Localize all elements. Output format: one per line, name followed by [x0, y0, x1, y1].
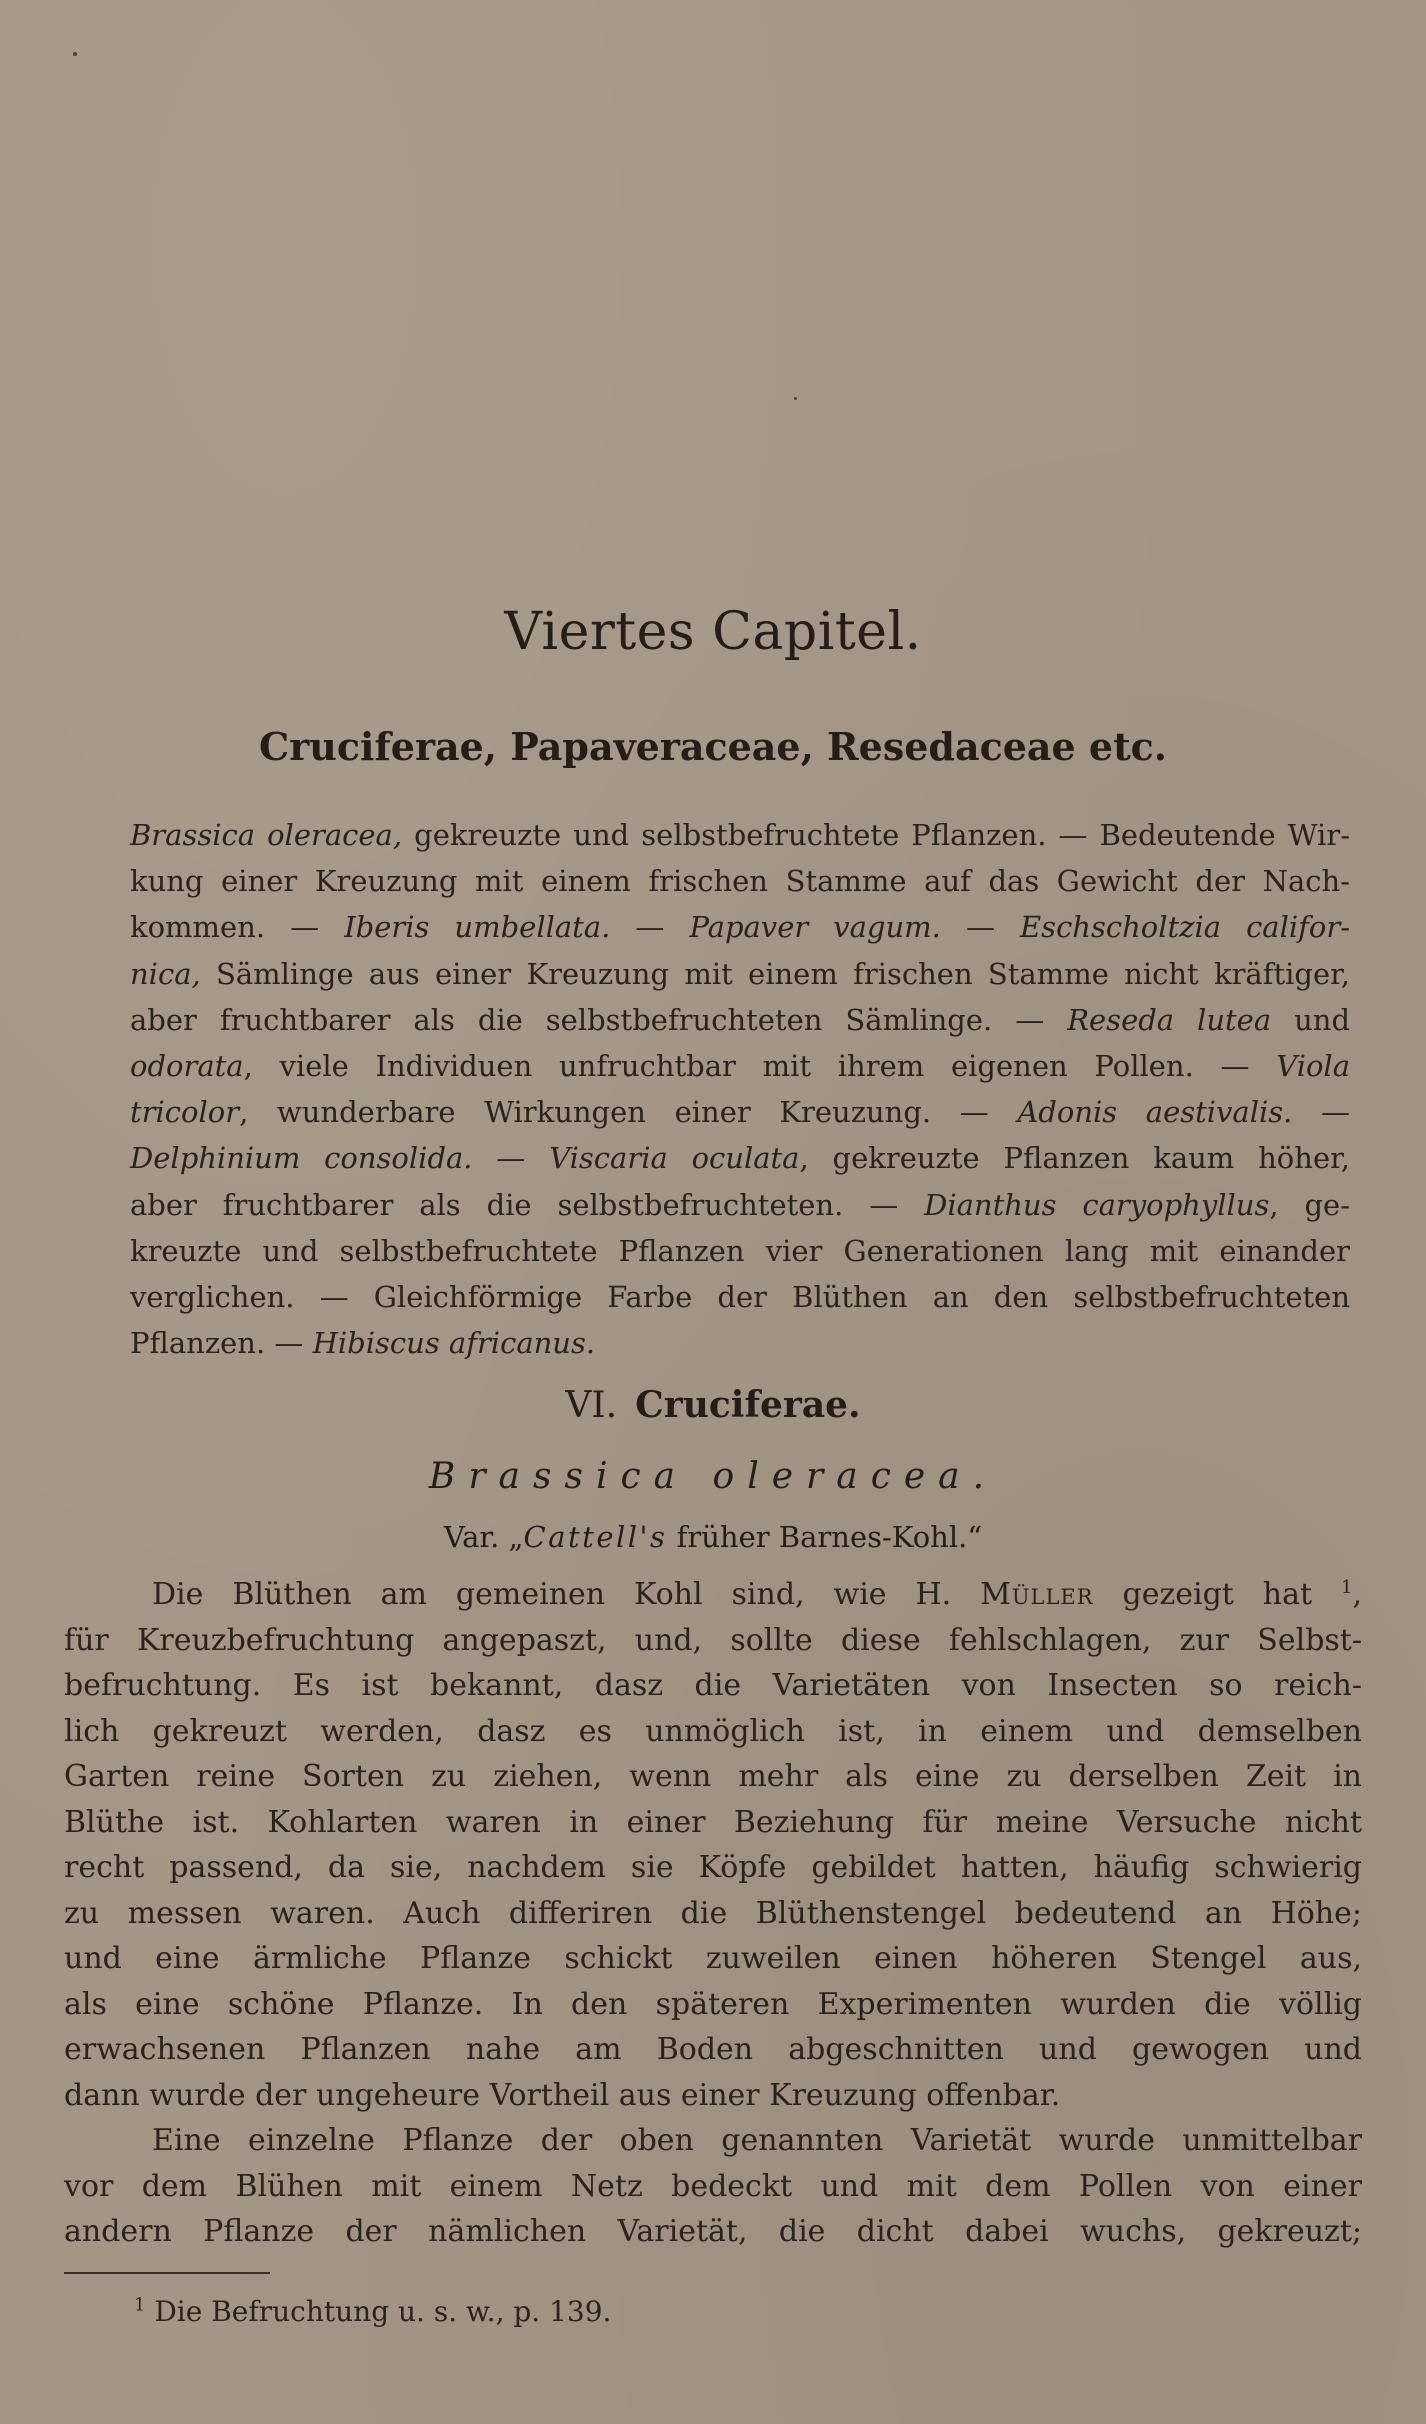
paragraph-line: als eine schöne Pflanze. In den späteren Experimenten wurden die völlig	[64, 1986, 1362, 2022]
text-run: kung einer Kreuzung mit einem frischen Stamme auf das Gewicht der Nach-	[130, 864, 1350, 899]
summary-line	[130, 904, 1350, 950]
summary-line	[130, 997, 1350, 1043]
body-text	[64, 1572, 1362, 2255]
summary-line	[130, 1182, 1350, 1228]
paragraph-line: andern Pflanze der nämlichen Varietät, die dicht dabei wuchs, gekreuzt;	[64, 2214, 1362, 2249]
author-name: Müller	[980, 1577, 1094, 1612]
paragraph-line: dann wurde der ungeheure Vortheil aus einer Kreuzung offenbar.	[64, 2077, 1061, 2113]
text-run: , wunderbare Wirkungen einer Kreuzung. —	[239, 1095, 1018, 1130]
text-run: kreuzte und selbstbefruchtete Pflanzen vier Generationen lang mit einander	[130, 1233, 1350, 1268]
species-name: Eschscholtzia califor-	[1020, 910, 1351, 945]
text-run: ,	[1352, 1577, 1362, 1612]
species-name: Adonis aestivalis.	[1017, 1095, 1293, 1130]
chapter-title: Viertes Capitel.	[504, 602, 922, 662]
summary-line	[130, 1274, 1350, 1320]
text-run: gezeigt hat	[1093, 1577, 1313, 1612]
subsection-title: Cruciferae.	[635, 1384, 861, 1426]
summary-line	[130, 1043, 1350, 1089]
footnote-ref[interactable]: 1	[1341, 1577, 1353, 1598]
text-run: —	[940, 910, 1021, 945]
paragraph-line: befruchtung. Es ist bekannt, dasz die Varietäten von Insecten so reich-	[64, 1668, 1362, 1703]
text-run: , ge-	[1269, 1187, 1350, 1222]
paragraph-line: recht passend, da sie, nachdem sie Köpfe gebildet hatten, häufig schwierig	[64, 1850, 1362, 1885]
text-run: verglichen. — Gleichförmige Farbe der Blüthen an den selbstbefruchteten	[130, 1280, 1350, 1315]
species-name: Hibiscus africanus.	[312, 1326, 596, 1361]
text-run: Die Blüthen am gemeinen Kohl sind, wie H.	[152, 1577, 981, 1612]
species-name: nica,	[130, 956, 201, 991]
paragraph-line: Blüthe ist. Kohlarten waren in einer Beziehung für meine Versuche nicht	[64, 1804, 1362, 1840]
text-run: —	[1292, 1095, 1350, 1130]
subsection-heading	[0, 1384, 1426, 1426]
text-run: aber fruchtbarer als die selbstbefruchteten Sämlinge. —	[130, 1002, 1068, 1037]
text-run: aber fruchtbarer als die selbstbefruchteten. —	[130, 1187, 925, 1222]
footnote-text: Die Befruchtung u. s. w., p. 139.	[145, 2295, 612, 2328]
species-name: Brassica oleracea,	[130, 818, 403, 852]
text-run: —	[472, 1141, 550, 1176]
text-run: —	[610, 910, 690, 945]
summary-line	[130, 1228, 1350, 1274]
footnote-divider	[64, 2272, 270, 2274]
variety-name: Cattell's	[523, 1520, 668, 1554]
variety-line	[0, 1520, 1426, 1554]
section-heading: Cruciferae, Papaveraceae, Resedaceae etc.	[258, 724, 1168, 769]
species-name: Iberis umbellata.	[344, 910, 611, 945]
species-name: odorata	[130, 1049, 244, 1084]
summary-line	[130, 812, 1350, 858]
summary-line	[130, 1135, 1350, 1181]
paper-speck	[73, 52, 77, 56]
chapter-summary	[130, 812, 1350, 1366]
paragraph-line: und eine ärmliche Pflanze schickt zuweilen einen höheren Stengel aus,	[64, 1941, 1362, 1976]
paragraph-line: für Kreuzbefruchtung angepaszt, und, sollte diese fehlschlagen, zur Selbst-	[64, 1622, 1362, 1658]
species-heading: Brassica oleracea.	[428, 1456, 998, 1497]
paragraph-line: erwachsenen Pflanzen nahe am Boden abgeschnitten und gewogen und	[64, 2032, 1362, 2067]
variety-prefix: Var. „	[443, 1520, 524, 1554]
summary-line	[130, 1089, 1350, 1135]
text-run: gekreuzte und selbstbefruchtete Pflanzen. — Bedeutende Wir-	[402, 818, 1350, 852]
paper-speck	[794, 397, 797, 400]
paragraph-line: Eine einzelne Pflanze der oben genannten Varietät wurde unmittelbar	[152, 2123, 1362, 2158]
text-run: , viele Individuen unfruchtbar mit ihrem eigenen Pollen. —	[243, 1049, 1277, 1084]
species-name: Reseda lutea	[1067, 1002, 1272, 1037]
species-name: Dianthus caryophyllus	[924, 1187, 1270, 1222]
text-run: , gekreuzte Pflanzen kaum höher,	[799, 1141, 1350, 1176]
text-run: kommen. —	[130, 910, 345, 945]
species-name: Viola	[1276, 1049, 1350, 1084]
text-run: Sämlinge aus einer Kreuzung mit einem frischen Stamme nicht kräftiger,	[200, 956, 1350, 991]
paragraph-line: lich gekreuzt werden, dasz es unmöglich ist, in einem und demselben	[64, 1713, 1362, 1749]
species-name: Delphinium consolida.	[130, 1141, 473, 1176]
summary-line	[130, 1320, 1350, 1366]
variety-suffix: früher Barnes-Kohl.“	[667, 1520, 983, 1554]
summary-line	[130, 951, 1350, 997]
paragraph-line: zu messen waren. Auch differiren die Blüthenstengel bedeutend an Höhe;	[64, 1895, 1362, 1931]
species-name: Viscaria oculata	[549, 1141, 800, 1176]
species-name: tricolor	[130, 1095, 240, 1130]
text-run: und	[1271, 1002, 1351, 1037]
paragraph-line: vor dem Blühen mit einem Netz bedeckt und mit dem Pollen von einer	[64, 2168, 1362, 2204]
text-run: Pflanzen. —	[130, 1326, 313, 1361]
paragraph-line	[64, 1572, 1362, 1618]
footnote	[134, 2295, 611, 2328]
species-name: Papaver vagum.	[689, 910, 941, 945]
summary-line	[130, 858, 1350, 904]
paragraph-line: Garten reine Sorten zu ziehen, wenn mehr als eine zu derselben Zeit in	[64, 1759, 1362, 1794]
subsection-number: VI.	[565, 1385, 618, 1426]
footnote-marker: 1	[134, 2294, 146, 2316]
